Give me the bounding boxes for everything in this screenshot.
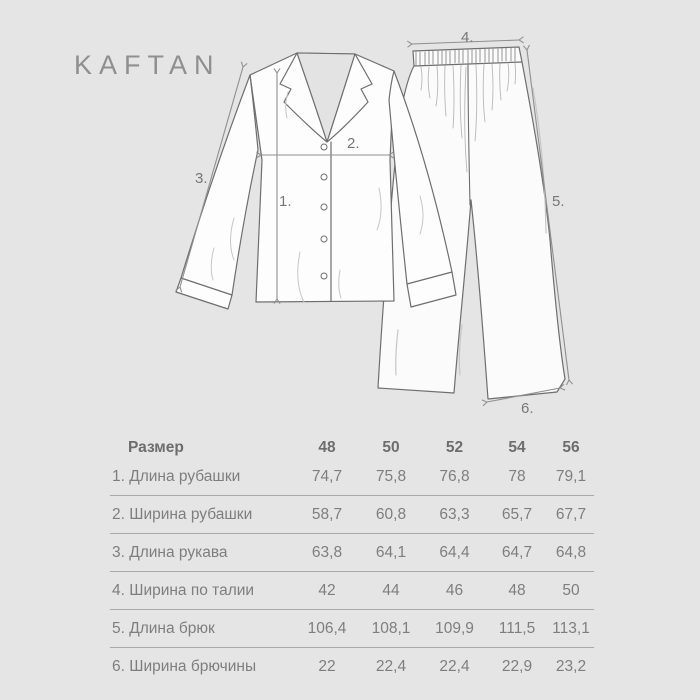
size-column-header: 52 — [445, 439, 464, 456]
measurement-value: 64,1 — [375, 543, 407, 561]
table-row — [110, 648, 594, 685]
measurement-label: 5. Длина брюк — [112, 619, 215, 637]
measurement-label: 1. Длина рубашки — [112, 467, 241, 485]
dimension-label-2: 2. — [347, 135, 360, 152]
measurement-value: 113,1 — [552, 619, 590, 637]
measurement-value: 50 — [562, 581, 580, 599]
measurement-value: 63,3 — [439, 505, 470, 523]
size-column-header: 50 — [382, 439, 400, 456]
measurement-label: 2. Ширина рубашки — [112, 505, 253, 523]
button — [321, 174, 327, 180]
measurement-value: 22,4 — [375, 657, 407, 675]
brand-logo: KAFTAN — [74, 50, 221, 80]
size-column-header: 48 — [318, 439, 336, 456]
measurement-value: 108,1 — [371, 619, 411, 637]
measurement-value: 67,7 — [555, 505, 587, 523]
measurement-value: 64,7 — [501, 543, 533, 561]
measurement-value: 74,7 — [311, 467, 343, 485]
measurement-label: 3. Длина рукава — [112, 543, 228, 561]
measurement-value: 109,9 — [435, 619, 474, 637]
button — [321, 204, 327, 210]
measurement-value: 63,8 — [311, 543, 343, 561]
measurement-value: 22,9 — [501, 657, 533, 675]
measurement-label: 6. Ширина брючины — [112, 657, 257, 675]
measurement-value: 76,8 — [439, 467, 470, 485]
dimension-label-6: 6. — [521, 400, 534, 417]
shirt-left-sleeve — [176, 75, 258, 309]
measurement-value: 75,8 — [375, 467, 407, 485]
measurement-value: 111,5 — [498, 619, 536, 637]
measurement-value: 65,7 — [501, 505, 533, 523]
measurement-value: 22,4 — [439, 657, 470, 675]
table-row — [110, 572, 594, 610]
measurement-value: 64,4 — [439, 543, 470, 561]
size-table-header-label: Размер — [128, 439, 184, 456]
dimension-label-3: 3. — [195, 170, 208, 187]
dimension-label-1: 1. — [279, 193, 292, 210]
dimension-label-5: 5. — [552, 193, 565, 210]
measurement-value: 79,1 — [555, 467, 587, 485]
measurement-value: 22 — [318, 657, 336, 675]
size-column-header: 54 — [508, 439, 526, 456]
table-row — [110, 534, 594, 572]
button — [321, 144, 327, 150]
measurement-value: 42 — [318, 581, 336, 599]
measurement-value: 44 — [382, 581, 400, 599]
measurement-label: 4. Ширина по талии — [112, 581, 255, 599]
dimension-label-4: 4. — [461, 29, 474, 46]
measurement-value: 64,8 — [555, 543, 587, 561]
table-row — [110, 610, 594, 648]
measurement-value: 58,7 — [311, 505, 343, 523]
table-row — [110, 496, 594, 534]
measurement-value: 106,4 — [307, 619, 347, 637]
table-row — [110, 458, 594, 496]
button — [321, 273, 327, 279]
button — [321, 236, 327, 242]
size-table-header-row — [110, 438, 594, 458]
measurement-value: 78 — [508, 467, 526, 485]
measurement-value: 60,8 — [375, 505, 407, 523]
measurement-value: 48 — [508, 581, 526, 599]
size-table — [110, 438, 594, 685]
measurement-value: 23,2 — [555, 657, 587, 675]
size-column-header: 56 — [562, 439, 580, 456]
measurement-value: 46 — [445, 581, 464, 599]
